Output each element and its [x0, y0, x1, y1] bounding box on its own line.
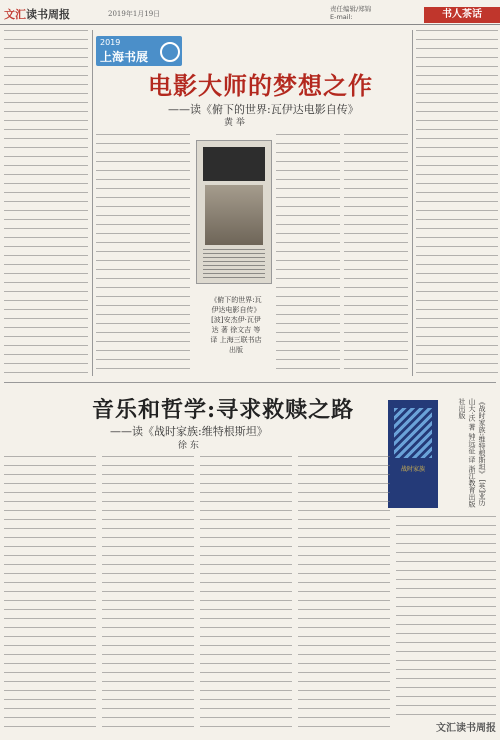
masthead-logo	[4, 6, 70, 22]
book-cover-wittgenstein	[388, 400, 438, 508]
book-fair-badge	[96, 36, 182, 66]
masthead-prefix: 文汇	[4, 8, 26, 21]
article2-caption: 《战时家族:维特根斯坦》 [英]亚历山大·沃 著 钟远征 译 浙江教育出版社出版	[458, 398, 486, 508]
article2-author: 徐 东	[178, 441, 199, 451]
article1-column-4	[344, 134, 408, 376]
article1-caption: 《俯下的世界:瓦伊达电影自传》 [波]安杰伊·瓦伊达 著 徐文吉 等 译 上海三联书店出版	[210, 296, 262, 354]
article2-title: 音乐和哲学:寻求救赎之路	[92, 397, 355, 423]
article1-column-5	[416, 30, 498, 376]
editor-line: 责任编辑/郑锦	[330, 5, 372, 13]
article1-column-1	[4, 30, 88, 376]
article1-subtitle: ——读《俯下的世界:瓦伊达电影自传》	[168, 103, 359, 116]
page-header	[0, 0, 500, 24]
article2-column-1	[4, 456, 96, 734]
badge-ring-icon	[160, 42, 180, 62]
article2-column-5	[396, 516, 496, 716]
article1-title: 电影大师的梦想之作	[148, 71, 373, 100]
article2-column-2	[102, 456, 194, 734]
article1-column-2	[96, 134, 190, 376]
watermark: 文汇读书周报	[436, 723, 496, 734]
article1-column-3	[276, 134, 340, 376]
column-divider	[92, 30, 93, 376]
article1-author: 黄 举	[224, 118, 245, 128]
article2-column-4	[298, 456, 390, 734]
article2-subtitle: ——读《战时家族:维特根斯坦》	[110, 425, 268, 438]
issue-date: 2019年1月19日	[108, 10, 161, 18]
book-cover-title: 战时家族	[400, 466, 425, 473]
section-tab: 书人茶话	[424, 7, 500, 23]
email-line: E-mail:	[330, 13, 353, 21]
column-divider	[412, 30, 413, 376]
book-cover-wajda	[196, 140, 272, 284]
header-info	[330, 5, 371, 21]
badge-year: 2019	[100, 38, 121, 47]
article2-column-3	[200, 456, 292, 734]
article-separator	[4, 382, 496, 383]
header-rule	[0, 24, 500, 25]
masthead-suffix: 读书周报	[26, 8, 70, 21]
badge-text: 上海书展	[100, 50, 149, 64]
